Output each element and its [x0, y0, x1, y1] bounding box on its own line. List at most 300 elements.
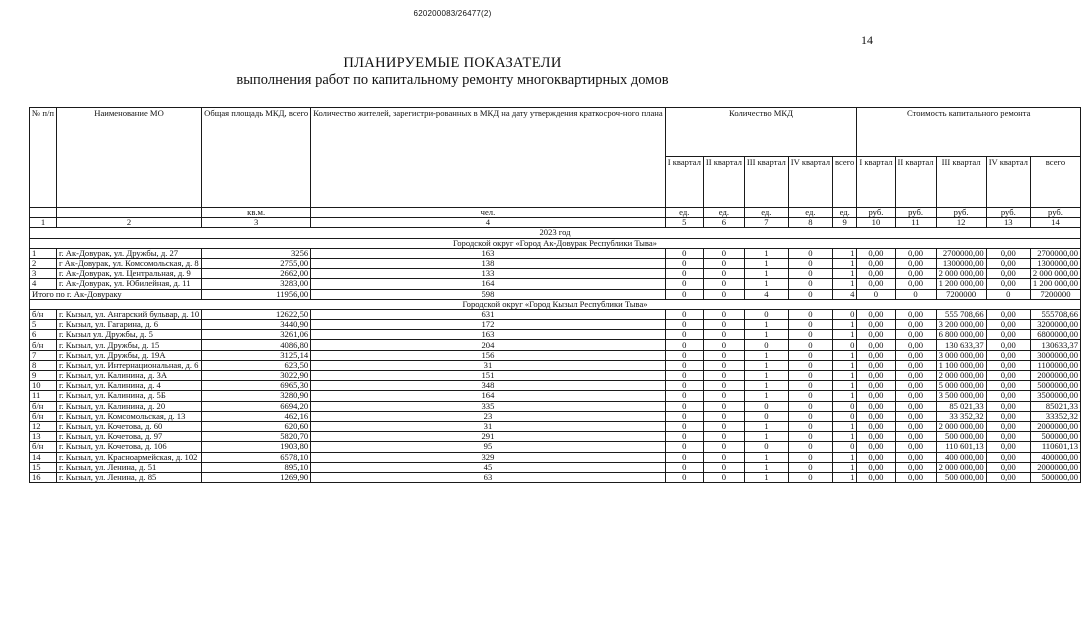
total-cell: 0 — [986, 289, 1030, 299]
table-cell: 2 000 000,00 — [1030, 269, 1080, 279]
table-cell: 0 — [788, 401, 832, 411]
table-cell: 2000000,00 — [1030, 421, 1080, 431]
header-cost-q2: II квартал — [895, 157, 936, 208]
table-row — [30, 360, 1081, 370]
table-row — [30, 330, 1081, 340]
column-number-cell: 11 — [895, 218, 936, 228]
header-cost-q3: III квартал — [936, 157, 986, 208]
header-cost-total: всего — [1030, 157, 1080, 208]
table-row — [30, 381, 1081, 391]
unit-cell: ед. — [703, 208, 744, 218]
table-cell: 4 — [30, 279, 57, 289]
table-row — [30, 279, 1081, 289]
table-cell: 0 — [788, 411, 832, 421]
table-cell: 0 — [703, 330, 744, 340]
table-cell: 0,00 — [895, 452, 936, 462]
header-count-q4: IV квартал — [788, 157, 832, 208]
total-cell: 0 — [665, 289, 703, 299]
table-row — [30, 421, 1081, 431]
table-cell: 0,00 — [857, 320, 895, 330]
table-cell: 3022,90 — [202, 371, 311, 381]
table-cell: 6694,20 — [202, 401, 311, 411]
table-row — [30, 472, 1081, 482]
table-cell: 0,00 — [986, 320, 1030, 330]
table-cell: 0 — [833, 411, 857, 421]
table-cell: 0 — [665, 381, 703, 391]
table-cell: 33352,32 — [1030, 411, 1080, 421]
address-cell: г. Кызыл, ул. Калинина, д. 4 — [56, 381, 201, 391]
table-cell: 0,00 — [986, 330, 1030, 340]
table-cell: 0,00 — [986, 391, 1030, 401]
table-cell: 0 — [665, 279, 703, 289]
table-cell: 6578,10 — [202, 452, 311, 462]
table-cell: 0 — [665, 421, 703, 431]
table-cell: 0,00 — [895, 350, 936, 360]
table-cell: 0,00 — [986, 279, 1030, 289]
table-cell: 1 — [744, 391, 788, 401]
table-cell: 0,00 — [986, 452, 1030, 462]
column-number-cell: 3 — [202, 218, 311, 228]
table-cell: 0 — [788, 442, 832, 452]
table-cell: 0 — [788, 432, 832, 442]
table-cell: 0 — [788, 391, 832, 401]
table-cell: 620,60 — [202, 421, 311, 431]
unit-cell: руб. — [986, 208, 1030, 218]
table-cell: 1 — [744, 421, 788, 431]
table-cell: 3 000 000,00 — [936, 350, 986, 360]
table-cell: 0,00 — [986, 472, 1030, 482]
year-label: 2023 год — [30, 228, 1081, 238]
table-cell: 1 — [744, 279, 788, 289]
table-cell: 2000000,00 — [1030, 371, 1080, 381]
table-cell: 0,00 — [986, 432, 1030, 442]
table-cell: 0 — [788, 320, 832, 330]
capital-repair-table — [29, 107, 1081, 483]
table-cell: 0,00 — [895, 330, 936, 340]
table-cell: 1 — [744, 462, 788, 472]
table-cell: 0 — [665, 350, 703, 360]
table-cell: 291 — [311, 432, 666, 442]
table-cell: 0,00 — [857, 330, 895, 340]
page-title: ПЛАНИРУЕМЫЕ ПОКАЗАТЕЛИ — [343, 55, 562, 71]
table-cell: 1 — [833, 269, 857, 279]
table-cell: 7 — [30, 350, 57, 360]
table-cell: 1 — [833, 350, 857, 360]
header-cost-group: Стоимость капитального ремонта — [857, 108, 1081, 157]
column-number-cell: 8 — [788, 218, 832, 228]
header-row-1 — [30, 108, 1081, 157]
total-cell: 0 — [857, 289, 895, 299]
table-cell: 0,00 — [857, 371, 895, 381]
table-cell: 555 708,66 — [936, 309, 986, 319]
table-row — [30, 340, 1081, 350]
table-cell: 1 200 000,00 — [1030, 279, 1080, 289]
table-cell: 0,00 — [857, 442, 895, 452]
year-row — [30, 228, 1081, 238]
table-cell: 500 000,00 — [936, 472, 986, 482]
table-cell: 0 — [703, 452, 744, 462]
table-cell: 0 — [703, 462, 744, 472]
table-cell: 1 — [833, 330, 857, 340]
address-cell: г. Кызыл, ул. Ленина, д. 51 — [56, 462, 201, 472]
address-cell: г. Кызыл, ул. Ангарский бульвар, д. 10 — [56, 309, 201, 319]
table-cell: 151 — [311, 371, 666, 381]
address-cell: г. Кызыл, ул. Калинина, д. 3А — [56, 371, 201, 381]
header-count-group: Количество МКД — [665, 108, 857, 157]
column-number-cell: 14 — [1030, 218, 1080, 228]
table-cell: б/н — [30, 340, 57, 350]
table-cell: 1 — [744, 248, 788, 258]
table-cell: 0 — [788, 309, 832, 319]
table-cell: 631 — [311, 309, 666, 319]
total-cell: 598 — [311, 289, 666, 299]
table-cell: 0,00 — [857, 411, 895, 421]
table-cell: 133 — [311, 269, 666, 279]
table-cell: 0,00 — [895, 442, 936, 452]
table-cell: 2 000 000,00 — [936, 371, 986, 381]
table-cell: 0 — [788, 340, 832, 350]
address-cell: г. Кызыл, ул. Гагарина, д. 6 — [56, 320, 201, 330]
total-cell: 0 — [895, 289, 936, 299]
table-cell: 0,00 — [857, 279, 895, 289]
table-cell: 0 — [703, 432, 744, 442]
table-cell: 0 — [788, 258, 832, 268]
address-cell: г. Кызыл, ул. Интернациональная, д. 6 — [56, 360, 201, 370]
total-cell: 7200000 — [1030, 289, 1080, 299]
table-cell: 63 — [311, 472, 666, 482]
table-cell: 0 — [833, 309, 857, 319]
table-cell: 0 — [703, 472, 744, 482]
table-cell: 0,00 — [895, 401, 936, 411]
column-number-cell: 13 — [986, 218, 1030, 228]
table-row — [30, 309, 1081, 319]
units-row — [30, 208, 1081, 218]
table-cell: 138 — [311, 258, 666, 268]
table-cell: 0 — [703, 350, 744, 360]
table-cell: 3200000,00 — [1030, 320, 1080, 330]
table-cell: 1 — [833, 462, 857, 472]
table-cell: 31 — [311, 421, 666, 431]
table-cell: 95 — [311, 442, 666, 452]
table-cell: 5 000 000,00 — [936, 381, 986, 391]
table-cell: 15 — [30, 462, 57, 472]
table-cell: 1 — [744, 258, 788, 268]
address-cell: г. Ак-Довурак, ул. Центральная, д. 9 — [56, 269, 201, 279]
table-cell: 1 — [833, 391, 857, 401]
column-number-cell: 2 — [56, 218, 201, 228]
table-cell: 1 — [833, 248, 857, 258]
table-cell: 1 — [833, 371, 857, 381]
total-cell: 4 — [744, 289, 788, 299]
table-cell: 0,00 — [986, 371, 1030, 381]
header-count-q2: II квартал — [703, 157, 744, 208]
unit-cell: руб. — [857, 208, 895, 218]
page-subtitle: выполнения работ по капитальному ремонту многоквартирных домов — [236, 72, 669, 88]
table-row — [30, 269, 1081, 279]
table-cell: 1 — [833, 381, 857, 391]
header-count-total: всего — [833, 157, 857, 208]
table-cell: 0 — [833, 340, 857, 350]
table-cell: 0 — [703, 442, 744, 452]
table-cell: 2 000 000,00 — [936, 462, 986, 472]
table-cell: 4086,80 — [202, 340, 311, 350]
table-cell: б/н — [30, 442, 57, 452]
table-cell: 0 — [665, 391, 703, 401]
table-cell: б/н — [30, 411, 57, 421]
table-cell: 500 000,00 — [936, 432, 986, 442]
table-cell: 1 — [30, 248, 57, 258]
table-cell: 0 — [665, 330, 703, 340]
unit-cell: ед. — [788, 208, 832, 218]
table-cell: 3280,90 — [202, 391, 311, 401]
header-residents: Количество жителей, зарегистри-рованных в МКД на дату утверждения краткосроч-ного плана — [311, 108, 666, 208]
address-cell: г. Кызыл, ул. Калинина, д. 5Б — [56, 391, 201, 401]
table-cell: 9 — [30, 371, 57, 381]
page-number: 14 — [861, 33, 873, 47]
header-cost-q1: I квартал — [857, 157, 895, 208]
table-row — [30, 371, 1081, 381]
table-cell: 0 — [703, 269, 744, 279]
table-cell: 0 — [665, 371, 703, 381]
table-cell: 0 — [788, 452, 832, 462]
table-cell: 2000000,00 — [1030, 462, 1080, 472]
total-cell: 4 — [833, 289, 857, 299]
table-cell: 1 — [833, 421, 857, 431]
section-title: Городской округ «Город Кызыл Республики Тыва» — [30, 299, 1081, 309]
table-cell: 895,10 — [202, 462, 311, 472]
table-cell: 10 — [30, 381, 57, 391]
table-cell: 0 — [665, 340, 703, 350]
table-cell: 172 — [311, 320, 666, 330]
table-cell: 0,00 — [895, 248, 936, 258]
table-cell: 0,00 — [986, 340, 1030, 350]
table-cell: 0 — [788, 421, 832, 431]
table-cell: 0 — [703, 340, 744, 350]
table-cell: 45 — [311, 462, 666, 472]
unit-cell — [30, 208, 57, 218]
table-cell: 0,00 — [857, 350, 895, 360]
table-cell: 500000,00 — [1030, 472, 1080, 482]
table-cell: 0,00 — [895, 381, 936, 391]
total-row — [30, 289, 1081, 299]
table-cell: 329 — [311, 452, 666, 462]
address-cell: г. Кызыл, ул. Красноармейская, д. 102 — [56, 452, 201, 462]
table-cell: 0 — [788, 248, 832, 258]
table-cell: 0 — [665, 320, 703, 330]
table-cell: 0 — [788, 350, 832, 360]
unit-cell: чел. — [311, 208, 666, 218]
table-cell: 0,00 — [986, 258, 1030, 268]
table-cell: 0 — [744, 411, 788, 421]
table-cell: 14 — [30, 452, 57, 462]
table-cell: 555708,66 — [1030, 309, 1080, 319]
address-cell: г. Ак-Довурак, ул. Дружбы, д. 27 — [56, 248, 201, 258]
column-number-cell: 6 — [703, 218, 744, 228]
unit-cell: ед. — [744, 208, 788, 218]
table-cell: 130633,37 — [1030, 340, 1080, 350]
table-cell: 0,00 — [857, 401, 895, 411]
table-cell: 0 — [703, 371, 744, 381]
table-cell: 0,00 — [986, 411, 1030, 421]
table-cell: 1300000,00 — [1030, 258, 1080, 268]
table-cell: 1903,80 — [202, 442, 311, 452]
table-cell: 400 000,00 — [936, 452, 986, 462]
table-cell: 1 — [833, 360, 857, 370]
table-cell: 12622,50 — [202, 309, 311, 319]
table-cell: 2 000 000,00 — [936, 421, 986, 431]
table-cell: 6800000,00 — [1030, 330, 1080, 340]
table-cell: 0 — [703, 401, 744, 411]
table-cell: 3125,14 — [202, 350, 311, 360]
table-cell: 0 — [703, 309, 744, 319]
table-cell: 0 — [703, 248, 744, 258]
table-cell: 0 — [788, 371, 832, 381]
table-cell: 0 — [703, 381, 744, 391]
column-number-cell: 9 — [833, 218, 857, 228]
unit-cell: руб. — [936, 208, 986, 218]
table-cell: 31 — [311, 360, 666, 370]
table-cell: 348 — [311, 381, 666, 391]
address-cell: г. Кызыл, ул. Комсомольская, д. 13 — [56, 411, 201, 421]
address-cell: г. Кызыл, ул. Кочетова, д. 106 — [56, 442, 201, 452]
table-cell: 0,00 — [895, 269, 936, 279]
table-cell: 0,00 — [857, 309, 895, 319]
total-label: Итого по г. Ак-Довураку — [30, 289, 202, 299]
table-row — [30, 401, 1081, 411]
address-cell: г. Кызыл, ул. Ленина, д. 85 — [56, 472, 201, 482]
table-cell: 2700000,00 — [936, 248, 986, 258]
table-cell: 0 — [665, 309, 703, 319]
table-cell: 3000000,00 — [1030, 350, 1080, 360]
table-cell: 3261,06 — [202, 330, 311, 340]
table-cell: 0,00 — [895, 391, 936, 401]
table-cell: 1 — [744, 320, 788, 330]
table-cell: 0 — [744, 340, 788, 350]
table-cell: 8 — [30, 360, 57, 370]
table-cell: 0 — [703, 421, 744, 431]
table-cell: 0 — [788, 360, 832, 370]
table-cell: 1 — [744, 452, 788, 462]
table-cell: 1 — [744, 472, 788, 482]
table-cell: 0 — [833, 442, 857, 452]
table-cell: 0 — [744, 401, 788, 411]
table-cell: 23 — [311, 411, 666, 421]
table-row — [30, 452, 1081, 462]
table-cell: 0 — [744, 442, 788, 452]
table-cell: 0,00 — [857, 340, 895, 350]
column-number-cell: 10 — [857, 218, 895, 228]
table-cell: 0 — [665, 452, 703, 462]
table-cell: 0,00 — [895, 340, 936, 350]
table-cell: 12 — [30, 421, 57, 431]
address-cell: г. Кызыл, ул. Дружбы, д. 15 — [56, 340, 201, 350]
table-cell: 6965,30 — [202, 381, 311, 391]
table-cell: 0,00 — [895, 258, 936, 268]
table-cell: 3500000,00 — [1030, 391, 1080, 401]
table-cell: 0 — [703, 320, 744, 330]
table-cell: 164 — [311, 279, 666, 289]
table-cell: 400000,00 — [1030, 452, 1080, 462]
table-cell: 11 — [30, 391, 57, 401]
table-cell: 5820,70 — [202, 432, 311, 442]
address-cell: г. Кызыл, ул. Кочетова, д. 97 — [56, 432, 201, 442]
unit-cell: ед. — [665, 208, 703, 218]
unit-cell: кв.м. — [202, 208, 311, 218]
table-cell: 3440,90 — [202, 320, 311, 330]
table-cell: 0 — [788, 269, 832, 279]
total-cell: 0 — [788, 289, 832, 299]
table-cell: 0,00 — [986, 462, 1030, 472]
header-cost-q4: IV квартал — [986, 157, 1030, 208]
total-cell: 11956,00 — [202, 289, 311, 299]
table-cell: 156 — [311, 350, 666, 360]
table-cell: 2662,00 — [202, 269, 311, 279]
table-cell: 163 — [311, 330, 666, 340]
table-cell: 0 — [665, 442, 703, 452]
table-cell: 0,00 — [895, 472, 936, 482]
column-number-cell: 4 — [311, 218, 666, 228]
table-cell: 0 — [665, 462, 703, 472]
table-row — [30, 350, 1081, 360]
table-row — [30, 432, 1081, 442]
table-cell: 1 — [744, 432, 788, 442]
table-cell: 0,00 — [986, 269, 1030, 279]
section-title: Городской округ «Город Ак-Довурак Республики Тыва» — [30, 238, 1081, 248]
table-cell: 1269,90 — [202, 472, 311, 482]
total-cell: 0 — [703, 289, 744, 299]
table-cell: 5000000,00 — [1030, 381, 1080, 391]
table-row — [30, 248, 1081, 258]
header-num: № п/п — [30, 108, 57, 208]
address-cell: г. Кызыл, ул. Кочетова, д. 60 — [56, 421, 201, 431]
table-cell: 2700000,00 — [1030, 248, 1080, 258]
table-cell: 1100000,00 — [1030, 360, 1080, 370]
table-cell: 0,00 — [857, 258, 895, 268]
table-cell: 1 — [744, 330, 788, 340]
table-cell: 1 — [833, 452, 857, 462]
table-cell: 1 — [744, 269, 788, 279]
table-cell: 85 021,33 — [936, 401, 986, 411]
table-cell: 0,00 — [857, 432, 895, 442]
table-cell: 2 000 000,00 — [936, 269, 986, 279]
table-row — [30, 258, 1081, 268]
table-cell: 0,00 — [895, 371, 936, 381]
table-cell: 3 500 000,00 — [936, 391, 986, 401]
total-cell: 7200000 — [936, 289, 986, 299]
table-cell: 2755,00 — [202, 258, 311, 268]
table-cell: 0,00 — [895, 279, 936, 289]
table-cell: 2 — [30, 258, 57, 268]
address-cell: г. Кызыл, ул. Калинина, д. 20 — [56, 401, 201, 411]
table-cell: 0,00 — [895, 421, 936, 431]
table-cell: 6 800 000,00 — [936, 330, 986, 340]
table-cell: 3256 — [202, 248, 311, 258]
table-cell: 0,00 — [857, 248, 895, 258]
table-cell: 462,16 — [202, 411, 311, 421]
table-cell: 0,00 — [986, 248, 1030, 258]
table-cell: 0,00 — [857, 269, 895, 279]
unit-cell: ед. — [833, 208, 857, 218]
table-cell: 0,00 — [857, 462, 895, 472]
table-row — [30, 391, 1081, 401]
table-cell: 0,00 — [857, 360, 895, 370]
table-cell: 0 — [703, 360, 744, 370]
table-cell: 110601,13 — [1030, 442, 1080, 452]
column-number-cell: 5 — [665, 218, 703, 228]
section-1-row — [30, 238, 1081, 248]
table-cell: 13 — [30, 432, 57, 442]
table-cell: 0,00 — [857, 452, 895, 462]
